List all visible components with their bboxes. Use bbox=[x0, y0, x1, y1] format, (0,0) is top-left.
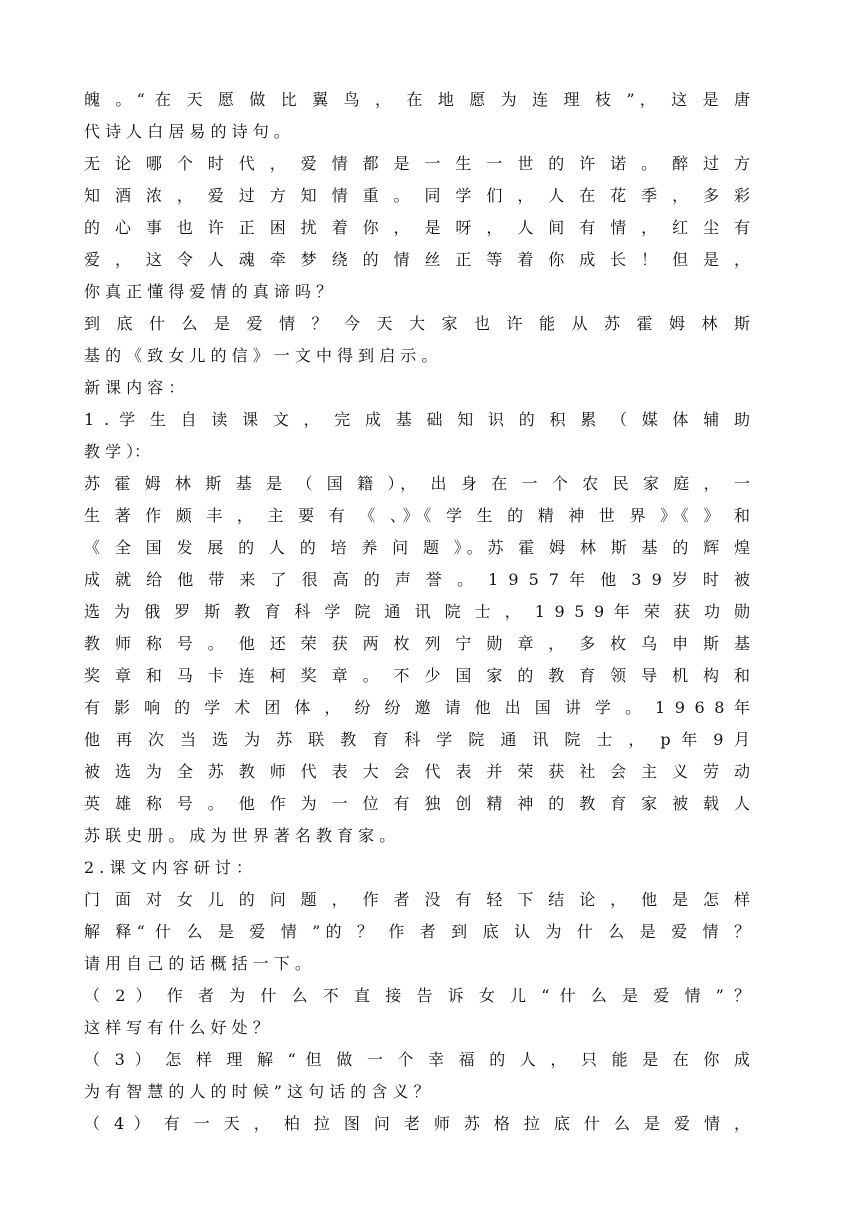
text-line: 苏 联 史 册 。 成 为 世 界 著 名 教 育 家 。 bbox=[84, 826, 396, 845]
text-line: 教 学 ）： bbox=[84, 442, 151, 461]
text-line: （ 4 ） 有 一 天 ， 柏 拉 图 问 老 师 苏 格 拉 底 什 么 是 爱 情 ， bbox=[84, 1114, 750, 1133]
text-line: 教 师 称 号 。 他 还 荣 获 两 枚 列 宁 勋 章 ， 多 枚 乌 申 斯 基 bbox=[84, 634, 750, 653]
text-line: 生 著 作 颇 丰 ， 主 要 有 《 、》《 学 生 的 精 神 世 界 》《 》 和 bbox=[84, 506, 750, 525]
text-line: 门 面 对 女 儿 的 问 题 ， 作 者 没 有 轻 下 结 论 ， 他 是 怎 样 bbox=[84, 890, 750, 909]
text-line: 为 有 智 慧 的 人 的 时 候 ” 这 句 话 的 含 义 ？ bbox=[84, 1082, 430, 1101]
text-line: 到 底 什 么 是 爱 情 ？ 今 天 大 家 也 许 能 从 苏 霍 姆 林 斯 bbox=[84, 314, 750, 333]
text-line: 英 雄 称 号 。 他 作 为 一 位 有 独 创 精 神 的 教 育 家 被 载 人 bbox=[84, 794, 750, 813]
text-line: 选 为 俄 罗 斯 教 育 科 学 院 通 讯 院 士 ， 1 9 5 9 年 荣 获 功 勋 bbox=[84, 602, 750, 621]
text-line: 被 选 为 全 苏 教 师 代 表 大 会 代 表 并 荣 获 社 会 主 义 劳 动 bbox=[84, 762, 750, 781]
text-line: 2 . 课 文 内 容 研 讨 ： bbox=[84, 858, 252, 877]
text-line: 代 诗 人 白 居 易 的 诗 句 。 bbox=[84, 122, 290, 141]
text-line: 他 再 次 当 选 为 苏 联 教 育 科 学 院 通 讯 院 士 ， p 年 9 月 bbox=[84, 730, 750, 749]
text-line: 《 全 国 发 展 的 人 的 培 养 问 题 》。苏 霍 姆 林 斯 基 的 辉 煌 bbox=[84, 538, 750, 557]
text-line: （ 3 ） 怎 样 理 解 “ 但 做 一 个 幸 福 的 人 ， 只 能 是 在 你 成 bbox=[84, 1050, 750, 1069]
text-line: 新 课 内 容 ： bbox=[84, 378, 185, 397]
text-line: 解 释“ 什 么 是 爱 情 ”的 ？ 作 者 到 底 认 为 什 么 是 爱 情 ？ bbox=[84, 922, 750, 941]
text-line: 的 心 事 也 许 正 困 扰 着 你 ， 是 呀 ， 人 间 有 情 ， 红 尘 有 bbox=[84, 218, 750, 237]
text-line: 魄 。“ 在 天 愿 做 比 翼 鸟 ， 在 地 愿 为 连 理 枝 ”， 这 是 唐 bbox=[84, 90, 750, 109]
text-line: 1 . 学 生 自 读 课 文 ， 完 成 基 础 知 识 的 积 累 （ 媒 体 辅 助 bbox=[84, 410, 750, 429]
body-text bbox=[84, 84, 750, 1140]
text-line: 奖 章 和 马 卡 连 柯 奖 章 。 不 少 国 家 的 教 育 领 导 机 构 和 bbox=[84, 666, 750, 685]
text-line: 这 样 写 有 什 么 好 处 ？ bbox=[84, 1018, 269, 1037]
text-line: 知 酒 浓 ， 爱 过 方 知 情 重 。 同 学 们 ， 人 在 花 季 ， 多 彩 bbox=[84, 186, 750, 205]
text-line: 苏 霍 姆 林 斯 基 是 （ 国 籍 ）， 出 身 在 一 个 农 民 家 庭 ， 一 bbox=[84, 474, 750, 493]
text-line: 请 用 自 己 的 话 概 括 一 下 。 bbox=[84, 954, 311, 973]
text-line: 爱 ， 这 令 人 魂 牵 梦 绕 的 情 丝 正 等 着 你 成 长 ！ 但 是 ， bbox=[84, 250, 750, 269]
text-line: 无 论 哪 个 时 代 ， 爱 情 都 是 一 生 一 世 的 许 诺 。 醉 过 方 bbox=[84, 154, 750, 173]
text-line: 基 的 《 致 女 儿 的 信 》 一 文 中 得 到 启 示 。 bbox=[84, 346, 438, 365]
text-line: 成 就 给 他 带 来 了 很 高 的 声 誉 。 1 9 5 7 年 他 3 9 岁 时 被 bbox=[84, 570, 750, 589]
text-line: 有 影 响 的 学 术 团 体 ， 纷 纷 邀 请 他 出 国 讲 学 。 1 9 6 8 年 bbox=[84, 698, 750, 717]
text-line: 你 真 正 懂 得 爱 情 的 真 谛 吗 ？ bbox=[84, 282, 332, 301]
text-line: （ 2 ） 作 者 为 什 么 不 直 接 告 诉 女 儿 “ 什 么 是 爱 情 ” ？ bbox=[84, 986, 750, 1005]
